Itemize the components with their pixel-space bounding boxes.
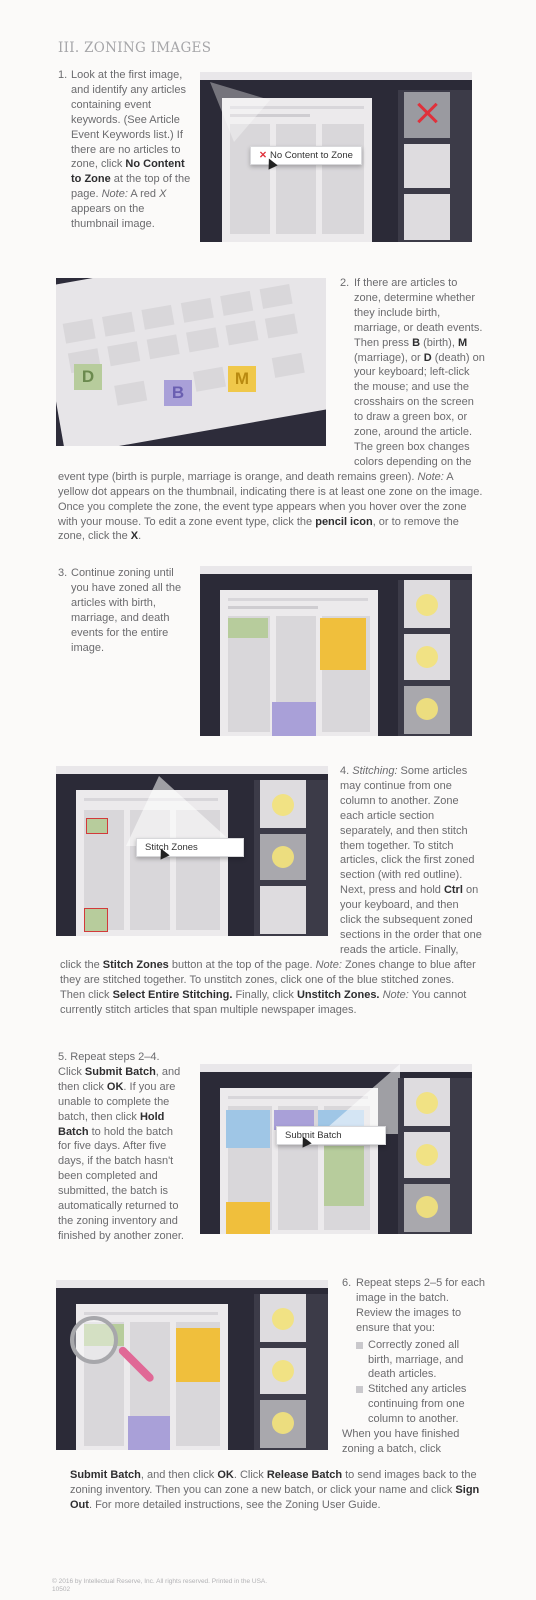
magnifier-icon [70, 1316, 118, 1364]
stitch-zones-callout: Stitch Zones [136, 838, 244, 857]
zone-indicator-dot [416, 698, 438, 720]
callout-label: No Content to Zone [269, 150, 353, 161]
thumbnail-column [398, 90, 472, 242]
red-x-icon [416, 102, 438, 124]
step1-screenshot [200, 72, 472, 242]
float-spacer [60, 764, 340, 950]
step3-text [58, 566, 192, 655]
toolbar [56, 1280, 328, 1288]
thumbnail-column [398, 1078, 472, 1234]
step4-number: 4. [340, 765, 350, 777]
step6-finish: Submit Batch, and then click OK. Click Release Batch to send images back to the zoning inventory. Then you can zone a new batch, or click your name and click Sign Out. For more detailed instructions, see the Zoning User Guide. [70, 1469, 480, 1511]
marriage-tag: M [228, 366, 256, 392]
zone-indicator-dot [416, 646, 438, 668]
thumbnail [404, 144, 450, 188]
step3-body: Continue zoning until you have zoned all the articles with birth, marriage, and death events for the entire image. [71, 567, 182, 654]
zone-indicator-dot [272, 1360, 294, 1382]
death-tag: D [74, 364, 102, 390]
float-spacer [58, 276, 354, 460]
step5-text: 5. Repeat steps 2–4. Click Submit Batch, and then click OK. If you are unable to complete the batch, then click Hold Batch to hold the batch for five days. After five days, if the batch hasn't been completed and submitted, the batch is automatically returned to the zoning inventory and finished by another zoner. [58, 1050, 438, 1244]
step6-screenshot [56, 1280, 328, 1450]
document-code: 10502 [52, 1586, 71, 1593]
step2-body: If there are articles to zone, determine whether they include birth, marriage, or death events. Then press B (birth), M (marriage), or D (death) on your keyboard; left-click the mouse; and use the crosshairs on the screen to draw a green box, or zone, around the article. The green box changes colors depending on the event type (birth is purple, marriage is orange, and death remains green). Note: A yellow dot appears on the thumbnail, indicating there is at least one zone on the image. Once you complete the zone, the event type appears when you hover over the zone with your mouse. To edit a zone event type, click the pencil icon, or to remove the zone, click the X. [58, 277, 485, 543]
copyright-line: © 2016 by Intellectual Reserve, Inc. All rights reserved. Printed in the USA. [52, 1578, 268, 1585]
step2-number: 2. [340, 277, 350, 289]
copyright-footer [52, 1578, 267, 1594]
thumbnail-column [254, 1294, 328, 1450]
stitched-zone [226, 1110, 270, 1148]
death-zone [324, 1146, 364, 1206]
step1-number: 1. [58, 69, 68, 81]
step6-text [342, 1276, 486, 1457]
step6-finish-lead: When you have finished zoning a batch, click [342, 1428, 460, 1455]
zone-indicator-dot [272, 1412, 294, 1434]
marriage-zone [320, 618, 366, 670]
review-checklist [354, 1338, 486, 1427]
toolbar [200, 72, 472, 80]
step6-intro: Repeat steps 2–5 for each image in the batch. Review the images to ensure that you: [356, 1277, 486, 1334]
step3-screenshot [200, 566, 472, 736]
step5-number: 5. [58, 1051, 68, 1063]
checklist-item: Stitched any articles continuing from one column to another. [354, 1382, 486, 1427]
step4-text: 4. Stitching: Some articles may continue from one column to another. Zone each article section separately, and then stitch them together. To stitch articles, click the first zoned section (with red outline). Next, press and hold Ctrl on your keyboard, and then click the subsequent zoned sections in the order that one reads the article. Finally, click the Stitch Zones button at the top of the page. Note: Zones change to blue after they are stitched together. To unstitch zones, click one of the blue stitched zones. Then click Select Entire Stitching. Finally, click Unstitch Zones. Note: You cannot currently stitch articles that span multiple newspaper images. [60, 765, 482, 1016]
zone-indicator-dot [416, 1092, 438, 1114]
marriage-zone [226, 1202, 270, 1234]
thumbnail [404, 194, 450, 240]
step5-screenshot [200, 1064, 472, 1234]
toolbar [200, 566, 472, 574]
zone-indicator-dot [416, 594, 438, 616]
birth-tag: B [164, 380, 192, 406]
zone-indicator-dot [416, 1144, 438, 1166]
birth-zone [272, 702, 316, 736]
step1-text [58, 68, 192, 232]
marriage-zone [176, 1328, 220, 1382]
newspaper-page [220, 590, 378, 736]
step1-body: Look at the first image, and identify any articles containing event keywords. (See Article Event Keywords list.) If there are no articles to zone, click No Content to Zone at the top of the page. Note: A red X appears on the thumbnail image. [71, 69, 191, 231]
zone-indicator-dot [416, 1196, 438, 1218]
step6-number: 6. [342, 1277, 352, 1289]
section-title: III. ZONING IMAGES [58, 40, 212, 56]
x-icon: ✕ [259, 150, 267, 161]
submit-batch-callout: Submit Batch [276, 1126, 386, 1145]
zone-indicator-dot [272, 1308, 294, 1330]
birth-zone [128, 1416, 170, 1450]
step3-number: 3. [58, 567, 68, 579]
thumbnail-column [398, 580, 472, 736]
checklist-item: Correctly zoned all birth, marriage, and death articles. [354, 1338, 486, 1383]
toolbar [200, 1064, 472, 1072]
death-zone [228, 618, 268, 638]
